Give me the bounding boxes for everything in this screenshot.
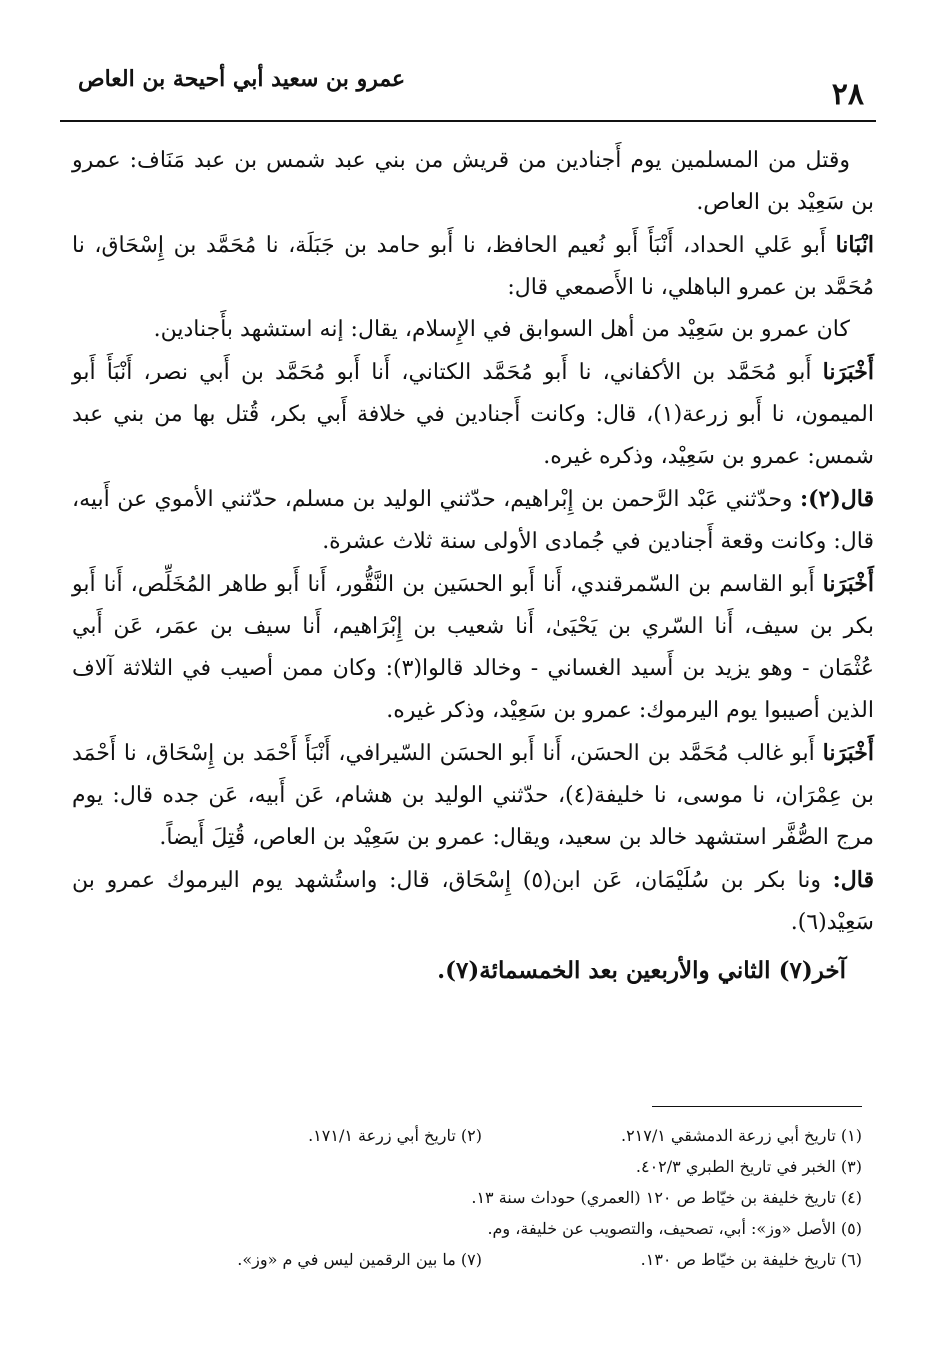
footnote-rule	[652, 1106, 862, 1107]
footnote-row	[72, 1182, 862, 1213]
isnad-lead: قال(٢):	[800, 486, 874, 512]
isnad-lead: أَخْبَرَنا	[822, 740, 874, 766]
paragraph-6-text: أَبو القاسم بن السّمرقندي، أَنا أَبو الحسَين بن النَّقُّور، أَنا أَبو طاهر المُخَلِّص، أَنا أَبو بكر بن سيف، أَنا السّري بن يَحْيَىٰ، أَنا شعيب بن إِبْرَاهيم، أَنا سيف بن عمَر، عَن أَبي عُثْمَان - وهو يزيد بن أَسيد الغساني - وخالد قالوا(٣): وكان ممن أصيب في الثلاثة آلاف الذين أصيبوا يوم اليرموك: عمرو بن سَعِيْد، وذكر غيره.	[72, 572, 875, 723]
footnote-3: (٣) الخبر في تاريخ الطبري ٤٠٢/٣.	[635, 1157, 862, 1176]
paragraph-3-text: كان عمرو بن سَعِيْد من أهل السوابق في الإِسلام، يقال: إنه استشهد بأَجنادين.	[153, 317, 850, 342]
paragraph-2-text: أَبو عَلي الحداد، أَنْبَأَ أَبو نُعيم الحافظ، نا أَبو حامد بن جَبَلَة، نا مُحَمَّد بن إِسْحَاق، نا مُحَمَّد بن عمرو الباهلي، نا الأَصمعي قال:	[72, 233, 874, 300]
isnad-lead: أَخْبَرَنا	[822, 359, 874, 385]
paragraph-2	[72, 224, 874, 309]
paragraph-8	[72, 859, 874, 944]
isnad-lead: قال:	[832, 867, 874, 893]
paragraph-3	[72, 309, 874, 351]
page-number: ٢٨	[831, 77, 864, 112]
footnote-5: (٥) الأصل «وز»: أبي، تصحيف، والتصويب عن خليفة، وم.	[487, 1219, 862, 1238]
main-text	[72, 140, 874, 992]
footnote-row	[72, 1120, 862, 1151]
paragraph-1	[72, 140, 874, 224]
paragraph-7-text: أَبو غالب مُحَمَّد بن الحسَن، أَنا أَبو الحسَن السّيرافي، أَنْبَأَ أَحْمَد بن إِسْحَاق، نا أَحْمَد بن عِمْرَان، نا موسى، نا خليفة(٤)، حدّثني الوليد بن هشام، عَن أَبيه، عَن جده قال: يوم مرج الصُّفَّر استشهد خالد بن سعيد، ويقال: عمرو بن سَعِيْد بن العاص، قُتِلَ أَيضاً.	[72, 741, 875, 850]
paragraph-4	[72, 351, 874, 478]
paragraph-5	[72, 478, 874, 563]
paragraph-5-text: وحدّثني عَبْد الرَّحمن بن إِبْراهيم، حدّثني الوليد بن مسلم، حدّثني الأموي عن أَبيه، قال: وكانت وقعة أَجنادين في جُمادى الأولى سنة ثلاث عشرة.	[72, 487, 874, 554]
colophon: آخر(٧) الثاني والأربعين بعد الخمسمائة(٧).	[437, 957, 846, 984]
footnote-1: (١) تاريخ أبي زرعة الدمشقي ٢١٧/١.	[620, 1126, 862, 1145]
paragraph-7	[72, 732, 874, 859]
isnad-lead: أَخْبَرَنا	[822, 571, 874, 597]
paragraph-6	[72, 563, 874, 732]
running-title: عمرو بن سعيد أبي أحيحة بن العاص	[78, 66, 406, 92]
footnote-4: (٤) تاريخ خليفة بن خيّاط ص ١٢٠ (العمري) حوداث سنة ١٣.	[471, 1188, 862, 1207]
footnote-2: (٢) تاريخ أبي زرعة ١٧١/١.	[308, 1126, 482, 1145]
footnote-row	[72, 1213, 862, 1244]
footnote-row	[72, 1151, 862, 1182]
footnote-6: (٦) تاريخ خليفة بن خيّاط ص ١٣٠.	[640, 1250, 862, 1269]
paragraph-8-text: ونا بكر بن سُلَيْمَان، عَن ابن(٥) إِسْحَاق، قال: واستُشهد يوم اليرموك عمرو بن سَعِيْد(٦).	[72, 868, 874, 935]
footnotes	[72, 1120, 862, 1275]
paragraph-1-text: وقتل من المسلمين يوم أَجنادين من قريش من بني عبد شمس بن عبد مَنَاف: عمرو بن سَعِيْد بن العاص.	[72, 148, 874, 215]
isnad-lead: انْبَانا	[835, 232, 874, 258]
header-rule	[60, 120, 876, 122]
footnote-row	[72, 1244, 862, 1275]
paragraph-4-text: أَبو مُحَمَّد بن الأكفاني، نا أَبو مُحَمَّد الكتاني، أَنا أَبو مُحَمَّد بن أَبي نصر، أَنْبَأَ أَبو الميمون، نا أَبو زرعة(١)، قال: وكانت أَجنادين في خلافة أَبي بكر، قُتل بها من بني عبد شمس: عمرو بن سَعِيْد، وذكره غيره.	[72, 360, 874, 469]
page-header	[70, 60, 876, 112]
footnote-7: (٧) ما بين الرقمين ليس في م «وز».	[237, 1250, 482, 1269]
